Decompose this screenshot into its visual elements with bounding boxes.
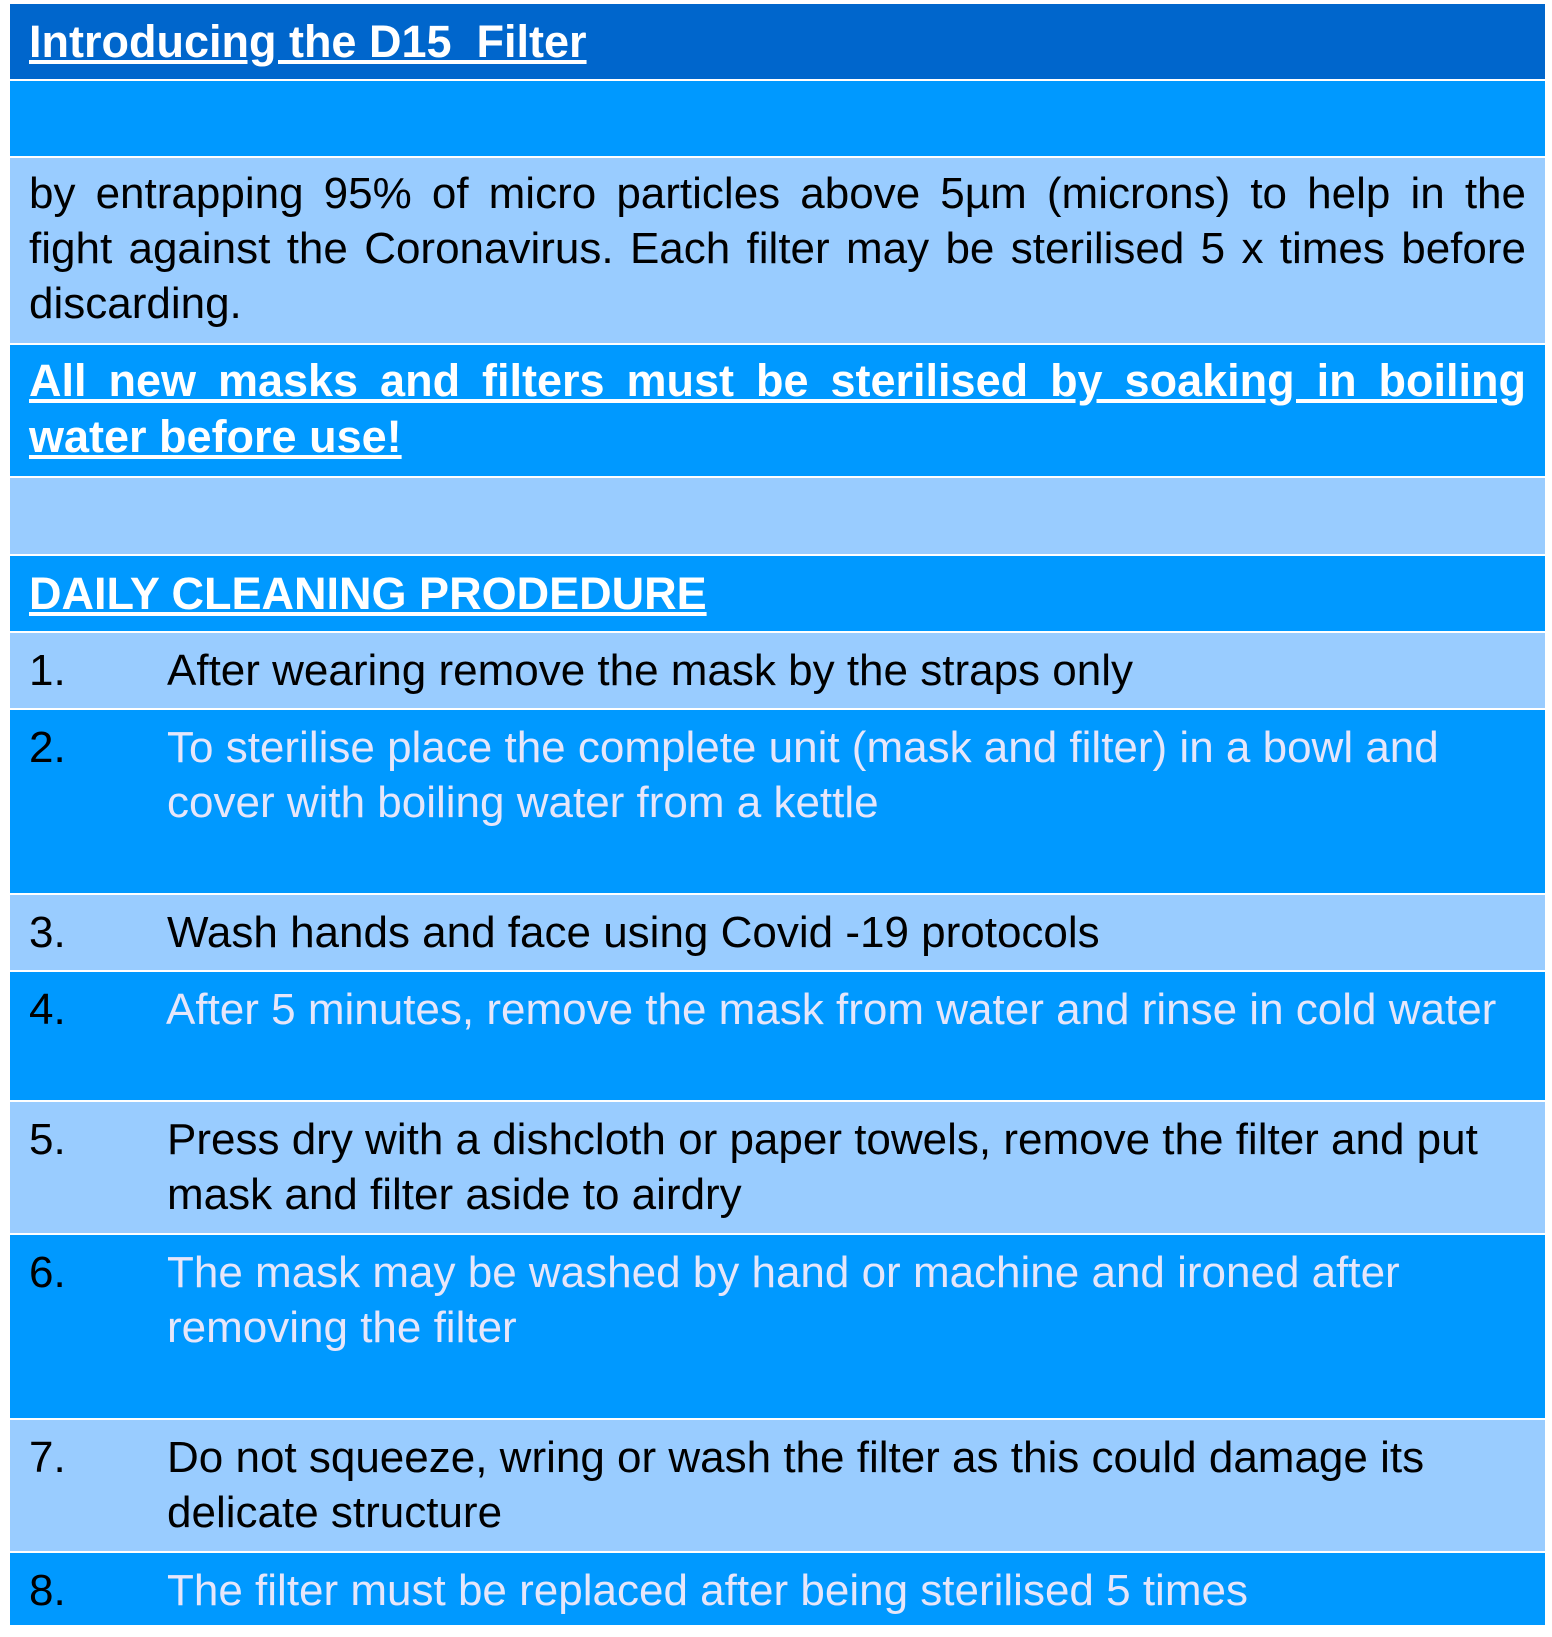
step-3 — [10, 895, 1545, 972]
step-number: 1. — [29, 646, 66, 695]
spacer-row — [10, 478, 1545, 556]
step-text: Press dry with a dishcloth or paper towels, remove the filter and put mask and filter aside to airdry — [167, 1115, 1478, 1219]
step-number: 7. — [29, 1433, 66, 1482]
step-text: After wearing remove the mask by the straps only — [167, 646, 1133, 695]
step-text: Do not squeeze, wring or wash the filter as this could damage its delicate structure — [167, 1433, 1425, 1537]
section-title: DAILY CLEANING PRODEDURE — [29, 568, 707, 619]
section-title-row — [10, 556, 1545, 633]
step-2 — [10, 710, 1545, 895]
step-text: Wash hands and face using Covid -19 protocols — [167, 908, 1100, 957]
step-8 — [10, 1553, 1545, 1627]
spacer-row — [10, 81, 1545, 158]
step-number: 6. — [29, 1248, 66, 1297]
step-7 — [10, 1420, 1545, 1553]
step-text: The mask may be washed by hand or machine and ironed after removing the filter — [167, 1248, 1400, 1352]
intro-text: by entrapping 95% of micro particles above 5µm (microns) to help in the fight against the Coronavirus. Each filter may be sterilised 5 x times before discarding. — [29, 169, 1526, 328]
step-6 — [10, 1235, 1545, 1420]
step-number: 5. — [29, 1115, 66, 1164]
step-text: To sterilise place the complete unit (mask and filter) in a bowl and cover with boiling water from a kettle — [167, 723, 1439, 827]
step-number: 4. — [29, 985, 66, 1034]
title-row — [10, 4, 1545, 81]
warning-text: All new masks and filters must be sterilised by soaking in boiling water before use! — [29, 355, 1526, 462]
page-title: Introducing the D15 Filter — [29, 16, 587, 67]
step-1 — [10, 633, 1545, 710]
step-text: After 5 minutes, remove the mask from water and rinse in cold water — [166, 985, 1497, 1034]
step-number: 8. — [29, 1566, 66, 1615]
step-number: 3. — [29, 908, 66, 957]
warning-row — [10, 345, 1545, 478]
intro-row — [10, 158, 1545, 345]
step-5 — [10, 1102, 1545, 1235]
step-text: The filter must be replaced after being sterilised 5 times — [167, 1566, 1248, 1615]
step-number: 2. — [29, 723, 66, 772]
step-4 — [10, 972, 1545, 1102]
